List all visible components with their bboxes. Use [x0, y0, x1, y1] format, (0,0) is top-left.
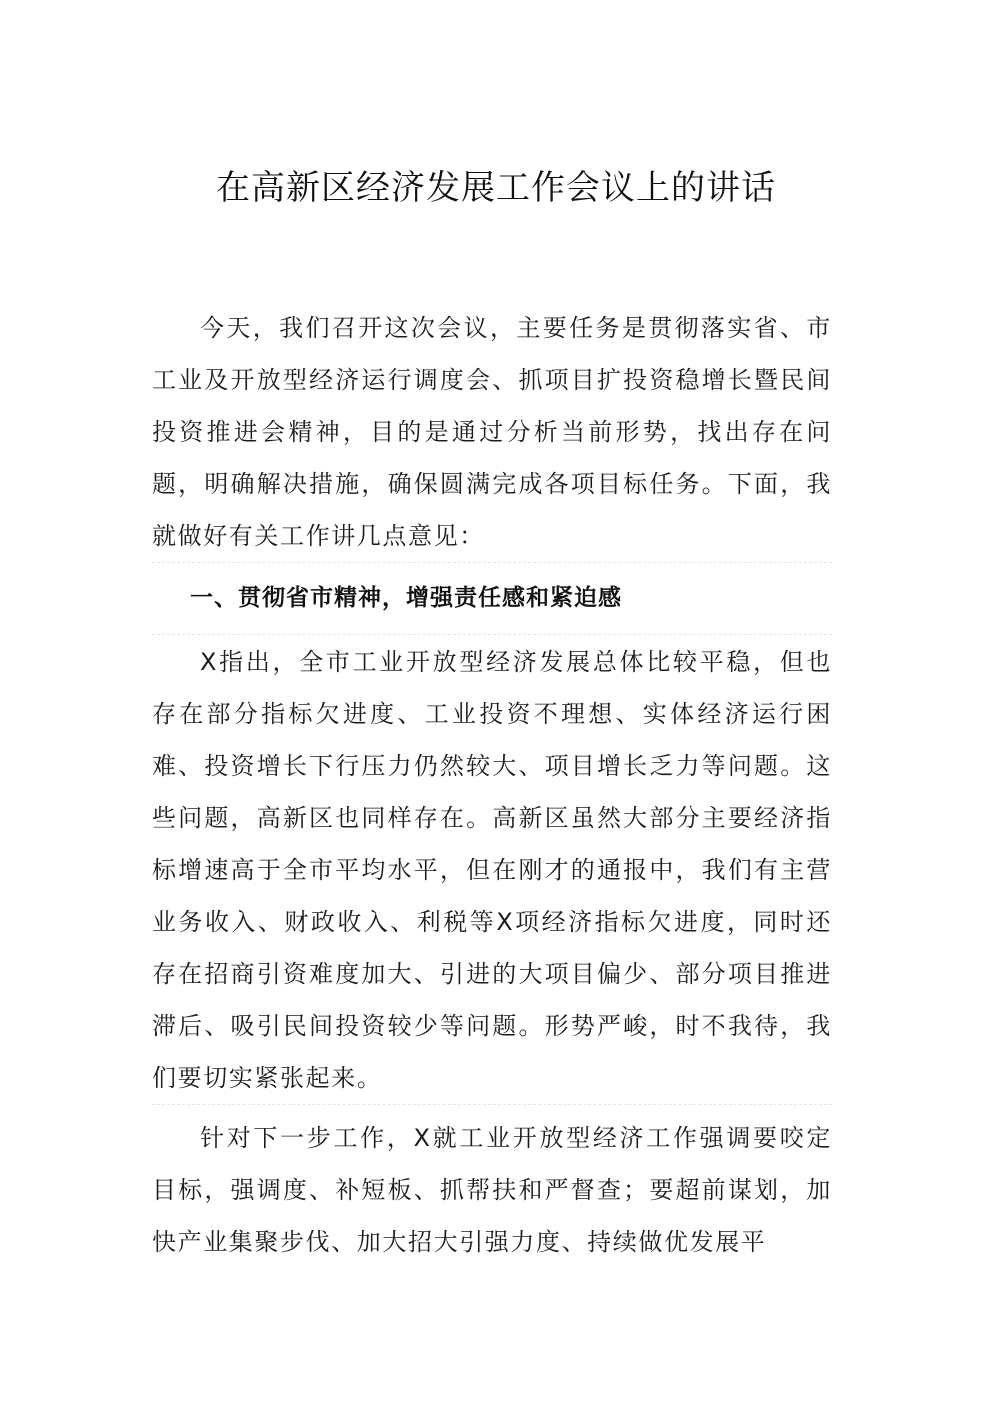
- body-paragraph-1: X指出，全市工业开放型经济发展总体比较平稳，但也存在部分指标欠进度、工业投资不理想、实体经济运行困难、投资增长下行压力仍然较大、项目增长乏力等问题。这些问题，高新区也同样存在。高新区虽然大部分主要经济指标增速高于全市平均水平，但在刚才的通报中，我们有主营业务收入、财政收入、利税等X项经济指标欠进度，同时还存在招商引资难度加大、引进的大项目偏少、部分项目推进滞后、吸引民间投资较少等问题。形势严峻，时不我待，我们要切实紧张起来。: [152, 648, 832, 1092]
- section-divider: [152, 562, 832, 564]
- body-paragraph-2: 针对下一步工作，X就工业开放型经济工作强调要咬定目标，强调度、补短板、抓帮扶和严督查；要超前谋划，加快产业集聚步伐、加大招大引强力度、持续做优发展平: [152, 1124, 832, 1256]
- intro-paragraph: 今天，我们召开这次会议，主要任务是贯彻落实省、市工业及开放型经济运行调度会、抓项目扩投资稳增长暨民间投资推进会精神，目的是通过分析当前形势，找出存在问题，明确解决措施，确保圆满完成各项目标任务。下面，我就做好有关工作讲几点意见：: [152, 314, 832, 550]
- document-title: 在高新区经济发展工作会议上的讲话: [216, 168, 776, 208]
- section-heading-1: 一、贯彻省市精神，增强责任感和紧迫感: [190, 585, 622, 611]
- document-body: [152, 302, 832, 1268]
- section-divider: [152, 1104, 832, 1106]
